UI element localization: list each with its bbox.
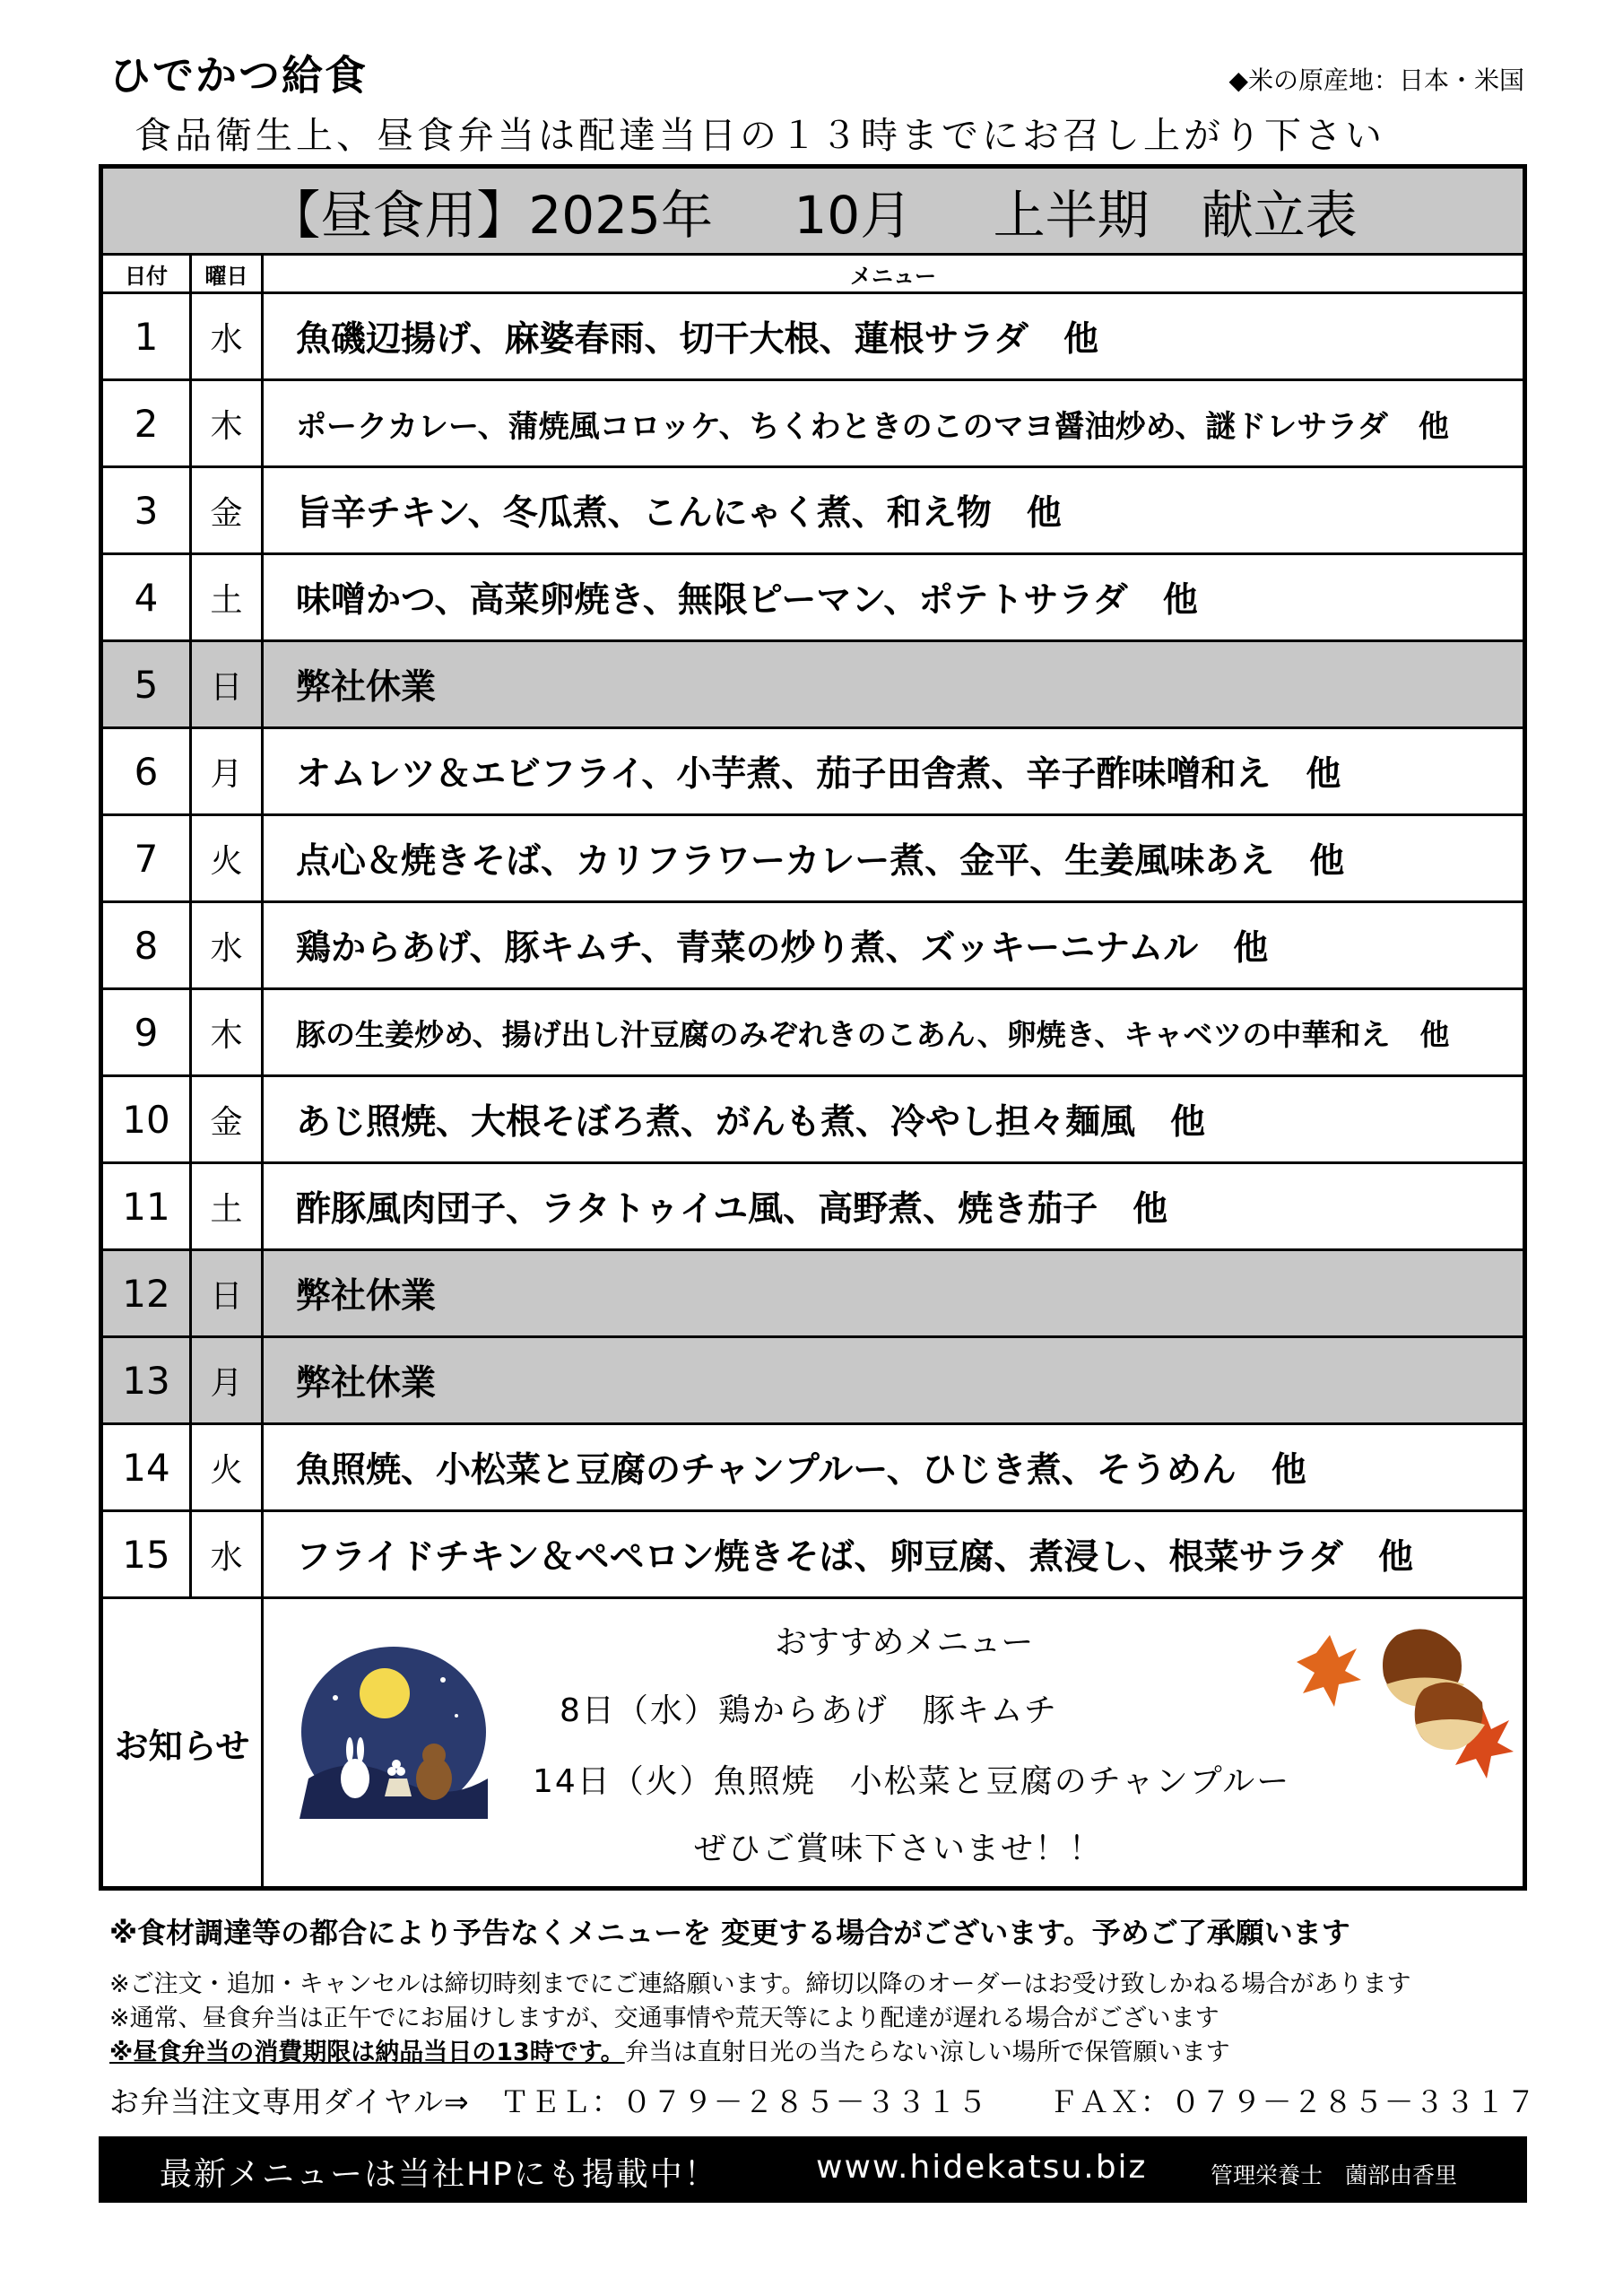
day-menu: 弊社休業 [263,641,1525,728]
day-weekday: 火 [191,815,263,902]
day-menu: 旨辛チキン、冬瓜煮、こんにゃく煮、和え物 他 [263,467,1525,554]
recommend-title: おすすめメニュー [775,1624,1034,1661]
col-menu: メニュー [263,255,1525,293]
table-row [101,815,1525,902]
table-title [101,167,1525,255]
day-date: 10 [101,1076,191,1163]
day-weekday: 水 [191,902,263,989]
day-weekday: 水 [191,1511,263,1598]
day-menu: 豚の生姜炒め、揚げ出し汁豆腐のみぞれきのこあん、卵焼き、キャベツの中華和え 他 [263,989,1525,1076]
day-weekday: 金 [191,467,263,554]
company-name: ひでかつ給食 [109,51,368,100]
expiry-notice [109,2032,1230,2067]
dietitian-name: 管理栄養士 薗部由香里 [1211,2162,1458,2188]
table-row [101,1076,1525,1163]
day-weekday: 土 [191,554,263,641]
order-notice: ※ご注文・追加・キャンセルは締切時刻までにご連絡願います。締切以降のオーダーはお受け致しかねる場合があります [109,1970,1411,1998]
table-row [101,1424,1525,1511]
expiry-bold: ※昼食弁当の消費期限は納品当日の13時です。 [109,2039,625,2066]
table-row [101,1163,1525,1250]
change-notice: ※食材調達等の都合により予告なくメニューを 変更する場合がございます。予めご了承願います [109,1916,1350,1950]
day-weekday: 木 [191,989,263,1076]
col-date: 日付 [101,255,191,293]
day-menu: 弊社休業 [263,1250,1525,1337]
day-menu: 鶏からあげ、豚キムチ、青菜の炒り煮、ズッキーニナムル 他 [263,902,1525,989]
column-header-row [101,255,1525,293]
day-weekday: 水 [191,293,263,380]
day-menu: 弊社休業 [263,1337,1525,1424]
table-row [101,728,1525,815]
hygiene-notice: 食品衛生上、昼食弁当は配達当日の１３時までにお召し上がり下さい [135,114,1385,157]
day-date: 11 [101,1163,191,1250]
day-weekday: 日 [191,641,263,728]
day-menu: あじ照焼、大根そぼろ煮、がんも煮、冷やし担々麺風 他 [263,1076,1525,1163]
day-date: 15 [101,1511,191,1598]
col-weekday: 曜日 [191,255,263,293]
info-content [263,1598,1525,1889]
day-menu: フライドチキン＆ペペロン焼きそば、卵豆腐、煮浸し、根菜サラダ 他 [263,1511,1525,1598]
day-menu: オムレツ＆エビフライ、小芋煮、茄子田舎煮、辛子酢味噌和え 他 [263,728,1525,815]
day-weekday: 木 [191,380,263,467]
chestnut-leaves-illustration [1289,1617,1523,1787]
day-date: 8 [101,902,191,989]
day-menu: 点心＆焼きそば、カリフラワーカレー煮、金平、生姜風味あえ 他 [263,815,1525,902]
storage-text: 弁当は直射日光の当たらない涼しい場所で保管願います [624,2039,1230,2066]
website-link[interactable]: www.hidekatsu.biz [816,2149,1148,2186]
info-label: お知らせ [101,1598,263,1889]
day-date: 14 [101,1424,191,1511]
title-period: 上半期 献立表 [993,185,1358,246]
table-row-closed [101,1250,1525,1337]
day-weekday: 月 [191,728,263,815]
table-row [101,380,1525,467]
day-weekday: 金 [191,1076,263,1163]
footer-bar [99,2136,1527,2203]
day-weekday: 火 [191,1424,263,1511]
menu-table [99,164,1527,1891]
day-date: 6 [101,728,191,815]
recommend-item: 14日（火）魚照焼 小松菜と豆腐のチャンプルー [533,1763,1291,1800]
table-row-closed [101,641,1525,728]
rice-origin: ◆米の原産地：日本・米国 [1228,65,1524,95]
title-label: 【昼食用】2025年 [268,185,713,246]
day-weekday: 月 [191,1337,263,1424]
table-row [101,293,1525,380]
table-row [101,902,1525,989]
day-weekday: 土 [191,1163,263,1250]
day-date: 9 [101,989,191,1076]
day-weekday: 日 [191,1250,263,1337]
day-menu: 酢豚風肉団子、ラタトゥイユ風、高野煮、焼き茄子 他 [263,1163,1525,1250]
day-menu: 魚照焼、小松菜と豆腐のチャンプルー、ひじき煮、そうめん 他 [263,1424,1525,1511]
table-row-closed [101,1337,1525,1424]
day-date: 4 [101,554,191,641]
title-month: 10月 [794,185,913,246]
day-menu: 魚磯辺揚げ、麻婆春雨、切干大根、蓮根サラダ 他 [263,293,1525,380]
info-row [101,1598,1525,1889]
day-menu: 味噌かつ、高菜卵焼き、無限ピーマン、ポテトサラダ 他 [263,554,1525,641]
table-row [101,467,1525,554]
day-date: 1 [101,293,191,380]
day-date: 13 [101,1337,191,1424]
hp-message: 最新メニューは当社HPにも掲載中！ [160,2156,718,2193]
table-row [101,989,1525,1076]
day-date: 2 [101,380,191,467]
moon-viewing-illustration [299,1644,488,1819]
day-menu: ポークカレー、蒲焼風コロッケ、ちくわときのこのマヨ醤油炒め、謎ドレサラダ 他 [263,380,1525,467]
day-date: 5 [101,641,191,728]
day-date: 12 [101,1250,191,1337]
recommend-item: 8日（水）鶏からあげ 豚キムチ [560,1692,1058,1729]
day-date: 3 [101,467,191,554]
order-dial: お弁当注文専用ダイヤル⇒ ＴＥＬ：０７９－２８５－３３１５ ＦＡＸ：０７９－２８５－３３１７ [109,2084,1537,2119]
table-row [101,1511,1525,1598]
day-date: 7 [101,815,191,902]
table-row [101,554,1525,641]
delivery-notice: ※通常、昼食弁当は正午でにお届けしますが、交通事情や荒天等により配達が遅れる場合がございます [109,2005,1219,2032]
recommend-message: ぜひご賞味下さいませ！！ [694,1831,1104,1867]
title-row [101,167,1525,255]
